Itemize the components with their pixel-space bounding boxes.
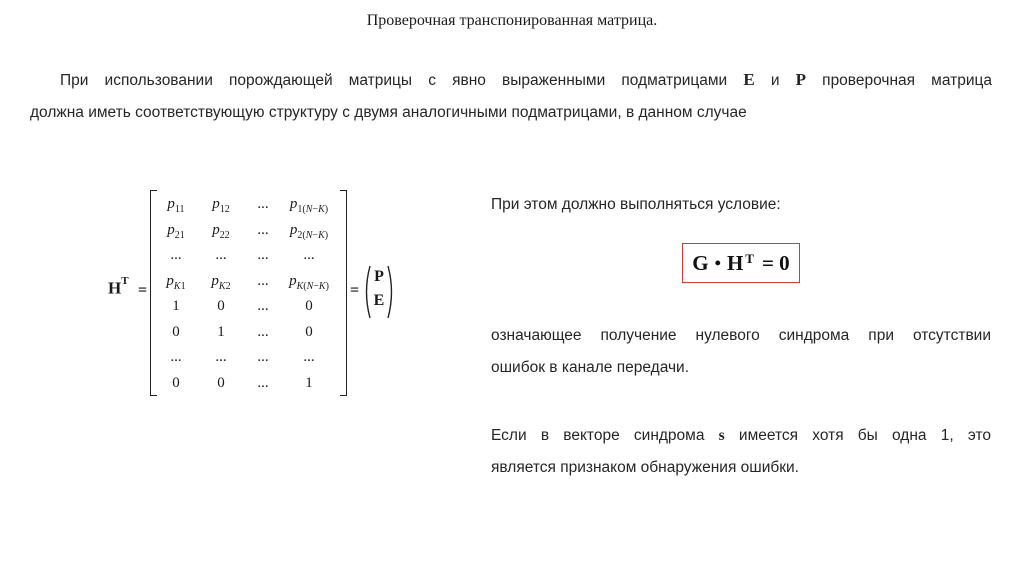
paragraph-2-line-2: ошибок в канале передачи. [491,359,690,376]
submatrix-e: E [743,70,755,89]
matrix-cell: ... [215,247,227,263]
formula-dot: • [714,252,721,273]
formula-rhs: = 0 [761,250,790,275]
paragraph-2-line-1: означающее получение нулевого синдрома при отсутствии [491,327,991,344]
block-p: P [374,268,384,285]
intro-and: и [754,72,796,89]
paragraph-2 [491,320,991,384]
slide-title: Проверочная транспонированная матрица. [366,12,658,29]
intro-line-1 [30,64,992,97]
matrix-cell: 0 [305,298,313,314]
intro-paragraph [30,64,992,129]
block-vector [362,264,396,320]
matrix-cell: 1 [217,323,225,340]
matrix-cell: 1 [172,298,180,314]
matrix-cell: ... [257,221,269,238]
intro-line-2: должна иметь соответствующую структуру с двумя аналогичными подматрицами, в данном случае [30,104,747,121]
matrix-cell: $p_{22}$ [212,221,230,241]
matrix-cell: $p_{K1}$ [166,272,186,292]
matrix-cell: 0 [172,374,180,391]
paragraph-3-line-2: является признаком обнаружения ошибки. [491,459,799,476]
matrix-cell: 0 [217,298,225,314]
formula-box [682,243,800,283]
formula-sup: T [745,251,754,266]
submatrix-p: P [795,70,807,89]
matrix-cell: $p_{K2}$ [211,272,231,292]
equals-sign-2: = [350,282,360,299]
paragraph-3-line-1: Если в векторе синдрома s имеется хотя бы одна 1, это [491,427,991,444]
matrix-cell: 0 [172,323,180,340]
matrix-cell: ... [257,247,269,263]
matrix-cell: ... [215,349,227,365]
matrix-cell: $p_{12}$ [212,196,230,215]
matrix-cell: ... [170,349,182,365]
matrix-cell: ... [170,247,182,263]
matrix-cell: ... [257,298,269,314]
matrix-cell: ... [257,374,269,391]
matrix-grid [154,192,336,396]
matrix-cell: 1 [305,374,313,391]
matrix-cell: ... [257,323,269,340]
matrix-cell: $p_{2(N-K)}$ [289,221,329,241]
paragraph-3 [491,420,991,484]
condition-text: При этом должно выполняться условие: [491,196,781,213]
matrix-cell: 0 [217,374,225,391]
matrix-cell: ... [303,247,315,263]
matrix-cell: $p_{11}$ [167,196,185,215]
formula-g: G [692,250,709,275]
matrix-cell: $p_{K(N-K)}$ [289,272,329,292]
formula-h: H [726,250,744,275]
syndrome-s: s [718,427,725,444]
matrix-cell: ... [303,349,315,365]
matrix-lhs: $H^T$ [108,275,129,298]
matrix-cell: 0 [305,323,313,340]
equals-sign: = [138,282,148,299]
matrix-cell: ... [257,196,269,212]
matrix-cell: ... [257,349,269,365]
matrix-cell: ... [257,272,269,289]
intro-text-b: проверочная матрица [806,72,992,89]
matrix-cell: $p_{21}$ [167,221,185,241]
right-bracket [340,190,347,396]
matrix-equation [108,186,408,400]
matrix-cell: $p_{1(N-K)}$ [289,196,329,215]
block-e: E [373,292,385,309]
intro-text-a: При использовании порождающей матрицы с явно выраженными подматрицами [60,72,744,89]
